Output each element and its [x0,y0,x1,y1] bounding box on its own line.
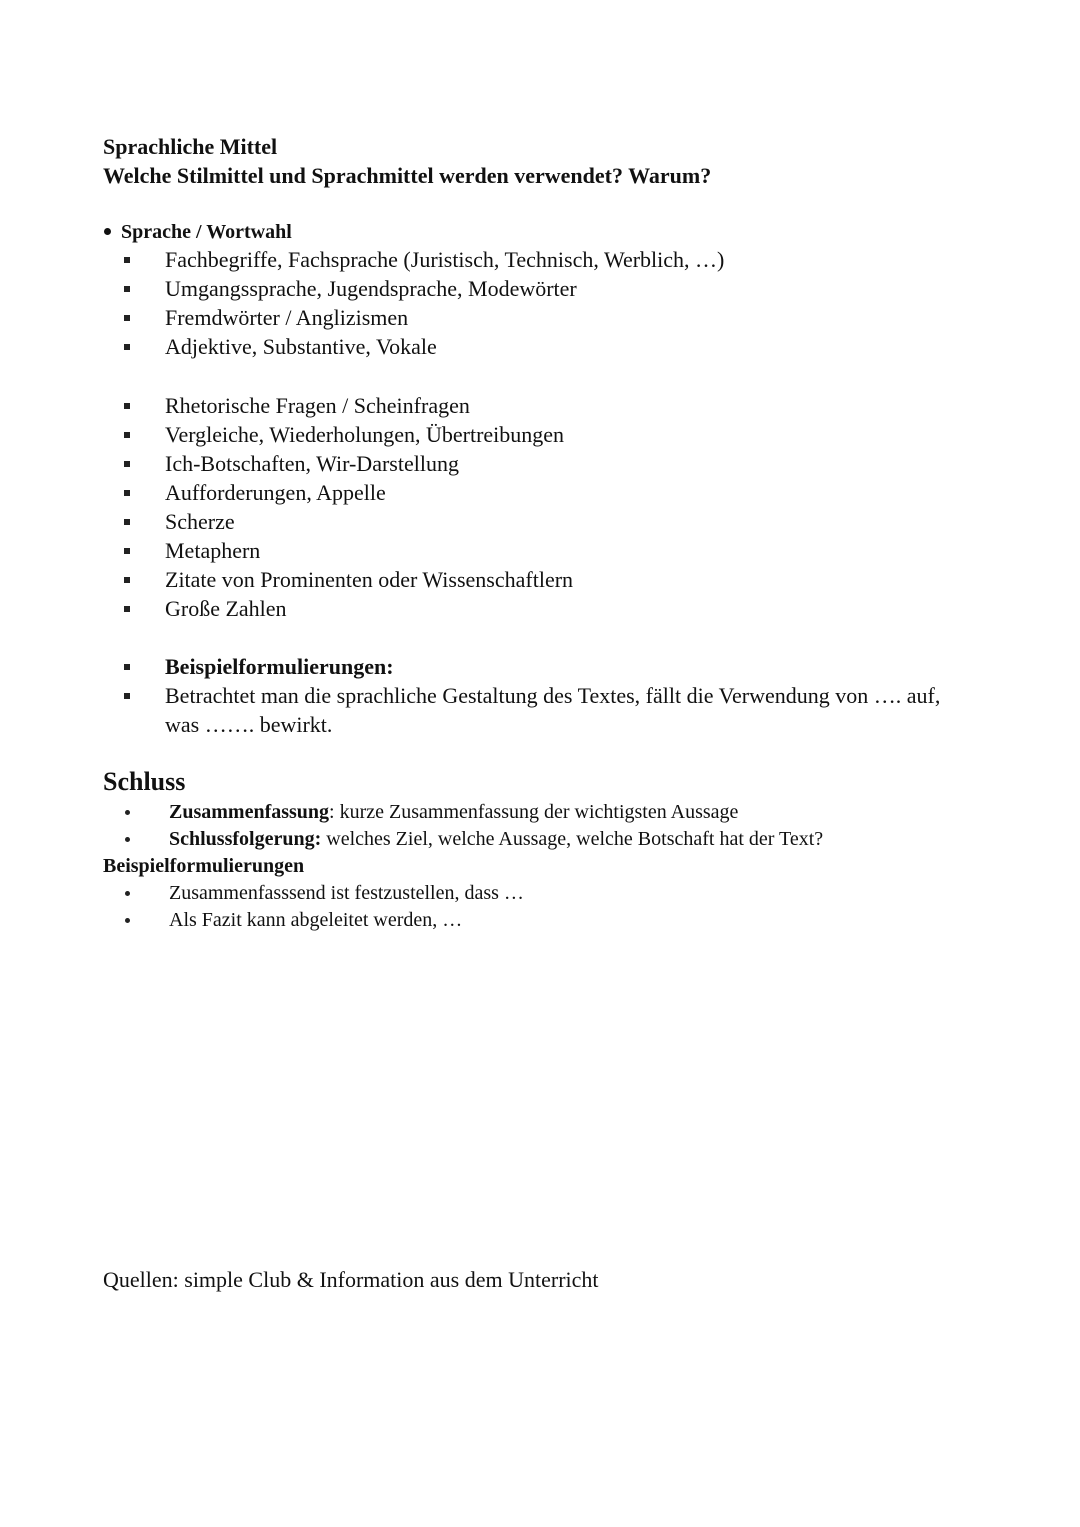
bullet-dot [125,810,130,815]
bullet-dot [125,891,130,896]
document-page: Sprachliche Mittel Welche Stilmittel und Sprachmittel werden verwendet? Warum? Sprache / Wortwahl Fachbegriffe, Fachsprache (Juristisch, Technisch, Werblich, …) Umgangssprache, Jugendsprache, Modewörter Fremdwörter / Anglizismen Adjektive, Substantive, Vokale Rhetorische Fragen / Scheinfragen Vergleiche, Wiederholungen, Übertreibungen Ich-Botschaften, Wir-Darstellung Aufforderungen, Appelle Scherze Metaphern Zitate von Prominenten oder Wissenschaftlern Große Zahlen Beispielformulierungen: Betrachtet man die sprachliche Gestaltung des Textes, fällt die Verwendung von …. auf, was ……. bewirkt. Schluss Zusammenfassung: kurze Zusammenfassung der wichtigsten Aussage Schlussfolgerung: welches Ziel, welche Aussage, welche Botschaft hat der Text? Beispielformulierungen Zusammenfasssend ist festzustellen, dass … Als Fazit kann abgeleitet werden, … Quellen: simple Club & Information aus dem Unterricht [0,0,1080,1527]
section-question: Welche Stilmittel und Sprachmittel werden verwendet? Warum? [103,163,712,188]
square-bullet [124,286,130,292]
square-bullet [124,344,130,350]
schluss-heading: Schluss [103,767,186,796]
square-bullet [124,490,130,496]
bullet-dot [125,918,130,923]
bullet-dot [125,837,130,842]
section-title: Sprachliche Mittel [103,134,278,159]
square-bullet [124,315,130,321]
bullet-dot [104,228,111,235]
square-bullet [124,403,130,409]
square-bullet [124,257,130,263]
square-bullet [124,664,130,670]
square-bullet [124,519,130,525]
square-bullet [124,432,130,438]
square-bullet [124,693,130,699]
square-bullet [124,461,130,467]
bullet-label: Sprache / Wortwahl [121,221,292,243]
square-bullet [124,606,130,612]
bullet-sprache-wortwahl [104,219,292,245]
square-bullet [124,548,130,554]
sources-line: Quellen: simple Club & Information aus dem Unterricht [103,1267,599,1292]
schluss-beispiel-label: Beispielformulierungen [103,855,305,877]
beispiel-text: Betrachtet man die sprachliche Gestaltung des Textes, fällt die Verwendung von …. auf, was ……. bewirkt. [165,683,941,737]
square-bullet [124,577,130,583]
